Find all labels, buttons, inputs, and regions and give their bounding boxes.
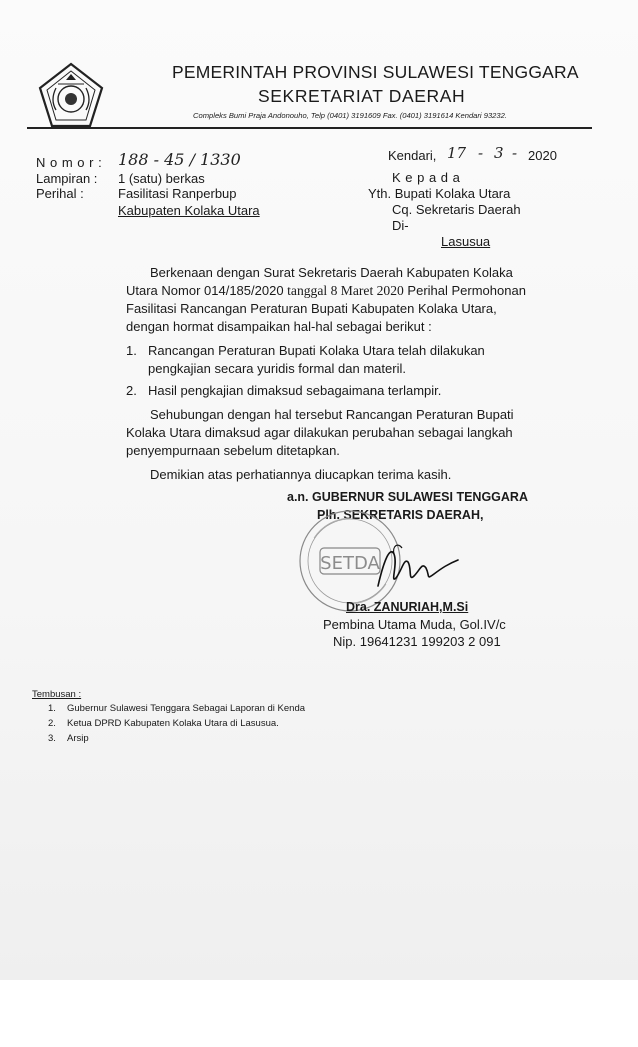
item2-line1: Hasil pengkajian dimaksud sebagaimana terlampir. bbox=[148, 383, 442, 398]
perihal-label: Perihal : bbox=[36, 186, 84, 201]
signature-role: Plh. SEKRETARIS DAERAH, bbox=[317, 508, 484, 522]
item1-line2: pengkajian secara yuridis formal dan materil. bbox=[148, 361, 406, 376]
body-p1-line2-c: Perihal Permohonan bbox=[403, 283, 526, 298]
recipient-yth: Yth. Bupati Kolaka Utara bbox=[368, 186, 511, 201]
letterhead-title: PEMERINTAH PROVINSI SULAWESI TENGGARA bbox=[172, 62, 579, 82]
cc-item-3-number: 3. bbox=[48, 733, 56, 744]
cc-item-2: Ketua DPRD Kabupaten Kolaka Utara di Lasusua. bbox=[67, 718, 279, 729]
handwritten-signature bbox=[372, 540, 462, 600]
body-p1-line2-a: Utara Nomor 014/185/2020 bbox=[126, 283, 288, 298]
recipient-di: Di- bbox=[392, 218, 409, 233]
signatory-nip: Nip. 19641231 199203 2 091 bbox=[333, 634, 501, 649]
body-p2-line1: Sehubungan dengan hal tersebut Rancangan Peraturan Bupati bbox=[150, 407, 514, 422]
body-p2-line2: Kolaka Utara dimaksud agar dilakukan perubahan sebagai langkah bbox=[126, 425, 513, 440]
signatory-rank: Pembina Utama Muda, Gol.IV/c bbox=[323, 617, 506, 632]
body-p1-line4: dengan hormat disampaikan hal-hal sebagai berikut : bbox=[126, 319, 432, 334]
item1-number: 1. bbox=[126, 343, 137, 358]
body-p3: Demikian atas perhatiannya diucapkan terima kasih. bbox=[150, 467, 452, 482]
cc-item-3: Arsip bbox=[67, 733, 89, 744]
nomor-label: N o m o r : bbox=[36, 155, 103, 170]
kepada-label: K e p a d a bbox=[392, 170, 461, 185]
cc-title: Tembusan : bbox=[32, 689, 82, 700]
date-prefix: Kendari, bbox=[388, 148, 437, 163]
nomor-value-handwritten: 188 - 45 / 1330 bbox=[118, 150, 241, 169]
date-dash-1: - bbox=[478, 144, 484, 162]
body-p2-line3: penyempurnaan sebelum ditetapkan. bbox=[126, 443, 340, 458]
letterhead-address: Compleks Bumi Praja Andonouho, Telp (0401) 3191609 Fax. (0401) 3191614 Kendari 93232. bbox=[193, 111, 507, 120]
letterhead-subtitle: SEKRETARIAT DAERAH bbox=[258, 86, 466, 106]
perihal-line1: Fasilitasi Ranperbup bbox=[118, 186, 237, 201]
cc-item-1: Gubernur Sulawesi Tenggara Sebagai Laporan di Kenda bbox=[67, 703, 306, 714]
stamp-text: SETDA bbox=[320, 553, 380, 574]
body-p1-line3: Fasilitasi Rancangan Peraturan Bupati Kabupaten Kolaka Utara, bbox=[126, 301, 497, 316]
body-p1-line2 bbox=[126, 282, 562, 300]
item2-number: 2. bbox=[126, 383, 137, 398]
date-year: 2020 bbox=[528, 148, 557, 163]
cc-item-2-number: 2. bbox=[48, 718, 56, 729]
lampiran-label: Lampiran : bbox=[36, 171, 98, 186]
date-dash-2: - bbox=[512, 144, 518, 162]
date-month-handwritten: 3 bbox=[494, 144, 504, 162]
recipient-cq: Cq. Sekretaris Daerah bbox=[392, 202, 521, 217]
provincial-emblem-logo bbox=[36, 62, 106, 130]
lampiran-value: 1 (satu) berkas bbox=[118, 171, 205, 186]
signatory-name: Dra. ZANURIAH,M.Si bbox=[346, 600, 469, 614]
cc-item-1-number: 1. bbox=[48, 703, 56, 714]
perihal-line2: Kabupaten Kolaka Utara bbox=[118, 203, 260, 218]
letterhead-divider bbox=[27, 127, 592, 129]
item1-line1: Rancangan Peraturan Bupati Kolaka Utara telah dilakukan bbox=[148, 343, 485, 358]
date-day-handwritten: 17 bbox=[447, 144, 467, 162]
body-p1-line1: Berkenaan dengan Surat Sekretaris Daerah Kabupaten Kolaka bbox=[150, 265, 513, 280]
body-p1-line2-date: tanggal 8 Maret 2020 bbox=[287, 283, 404, 298]
recipient-place: Lasusua bbox=[441, 234, 491, 249]
signature-on-behalf: a.n. GUBERNUR SULAWESI TENGGARA bbox=[287, 490, 528, 504]
